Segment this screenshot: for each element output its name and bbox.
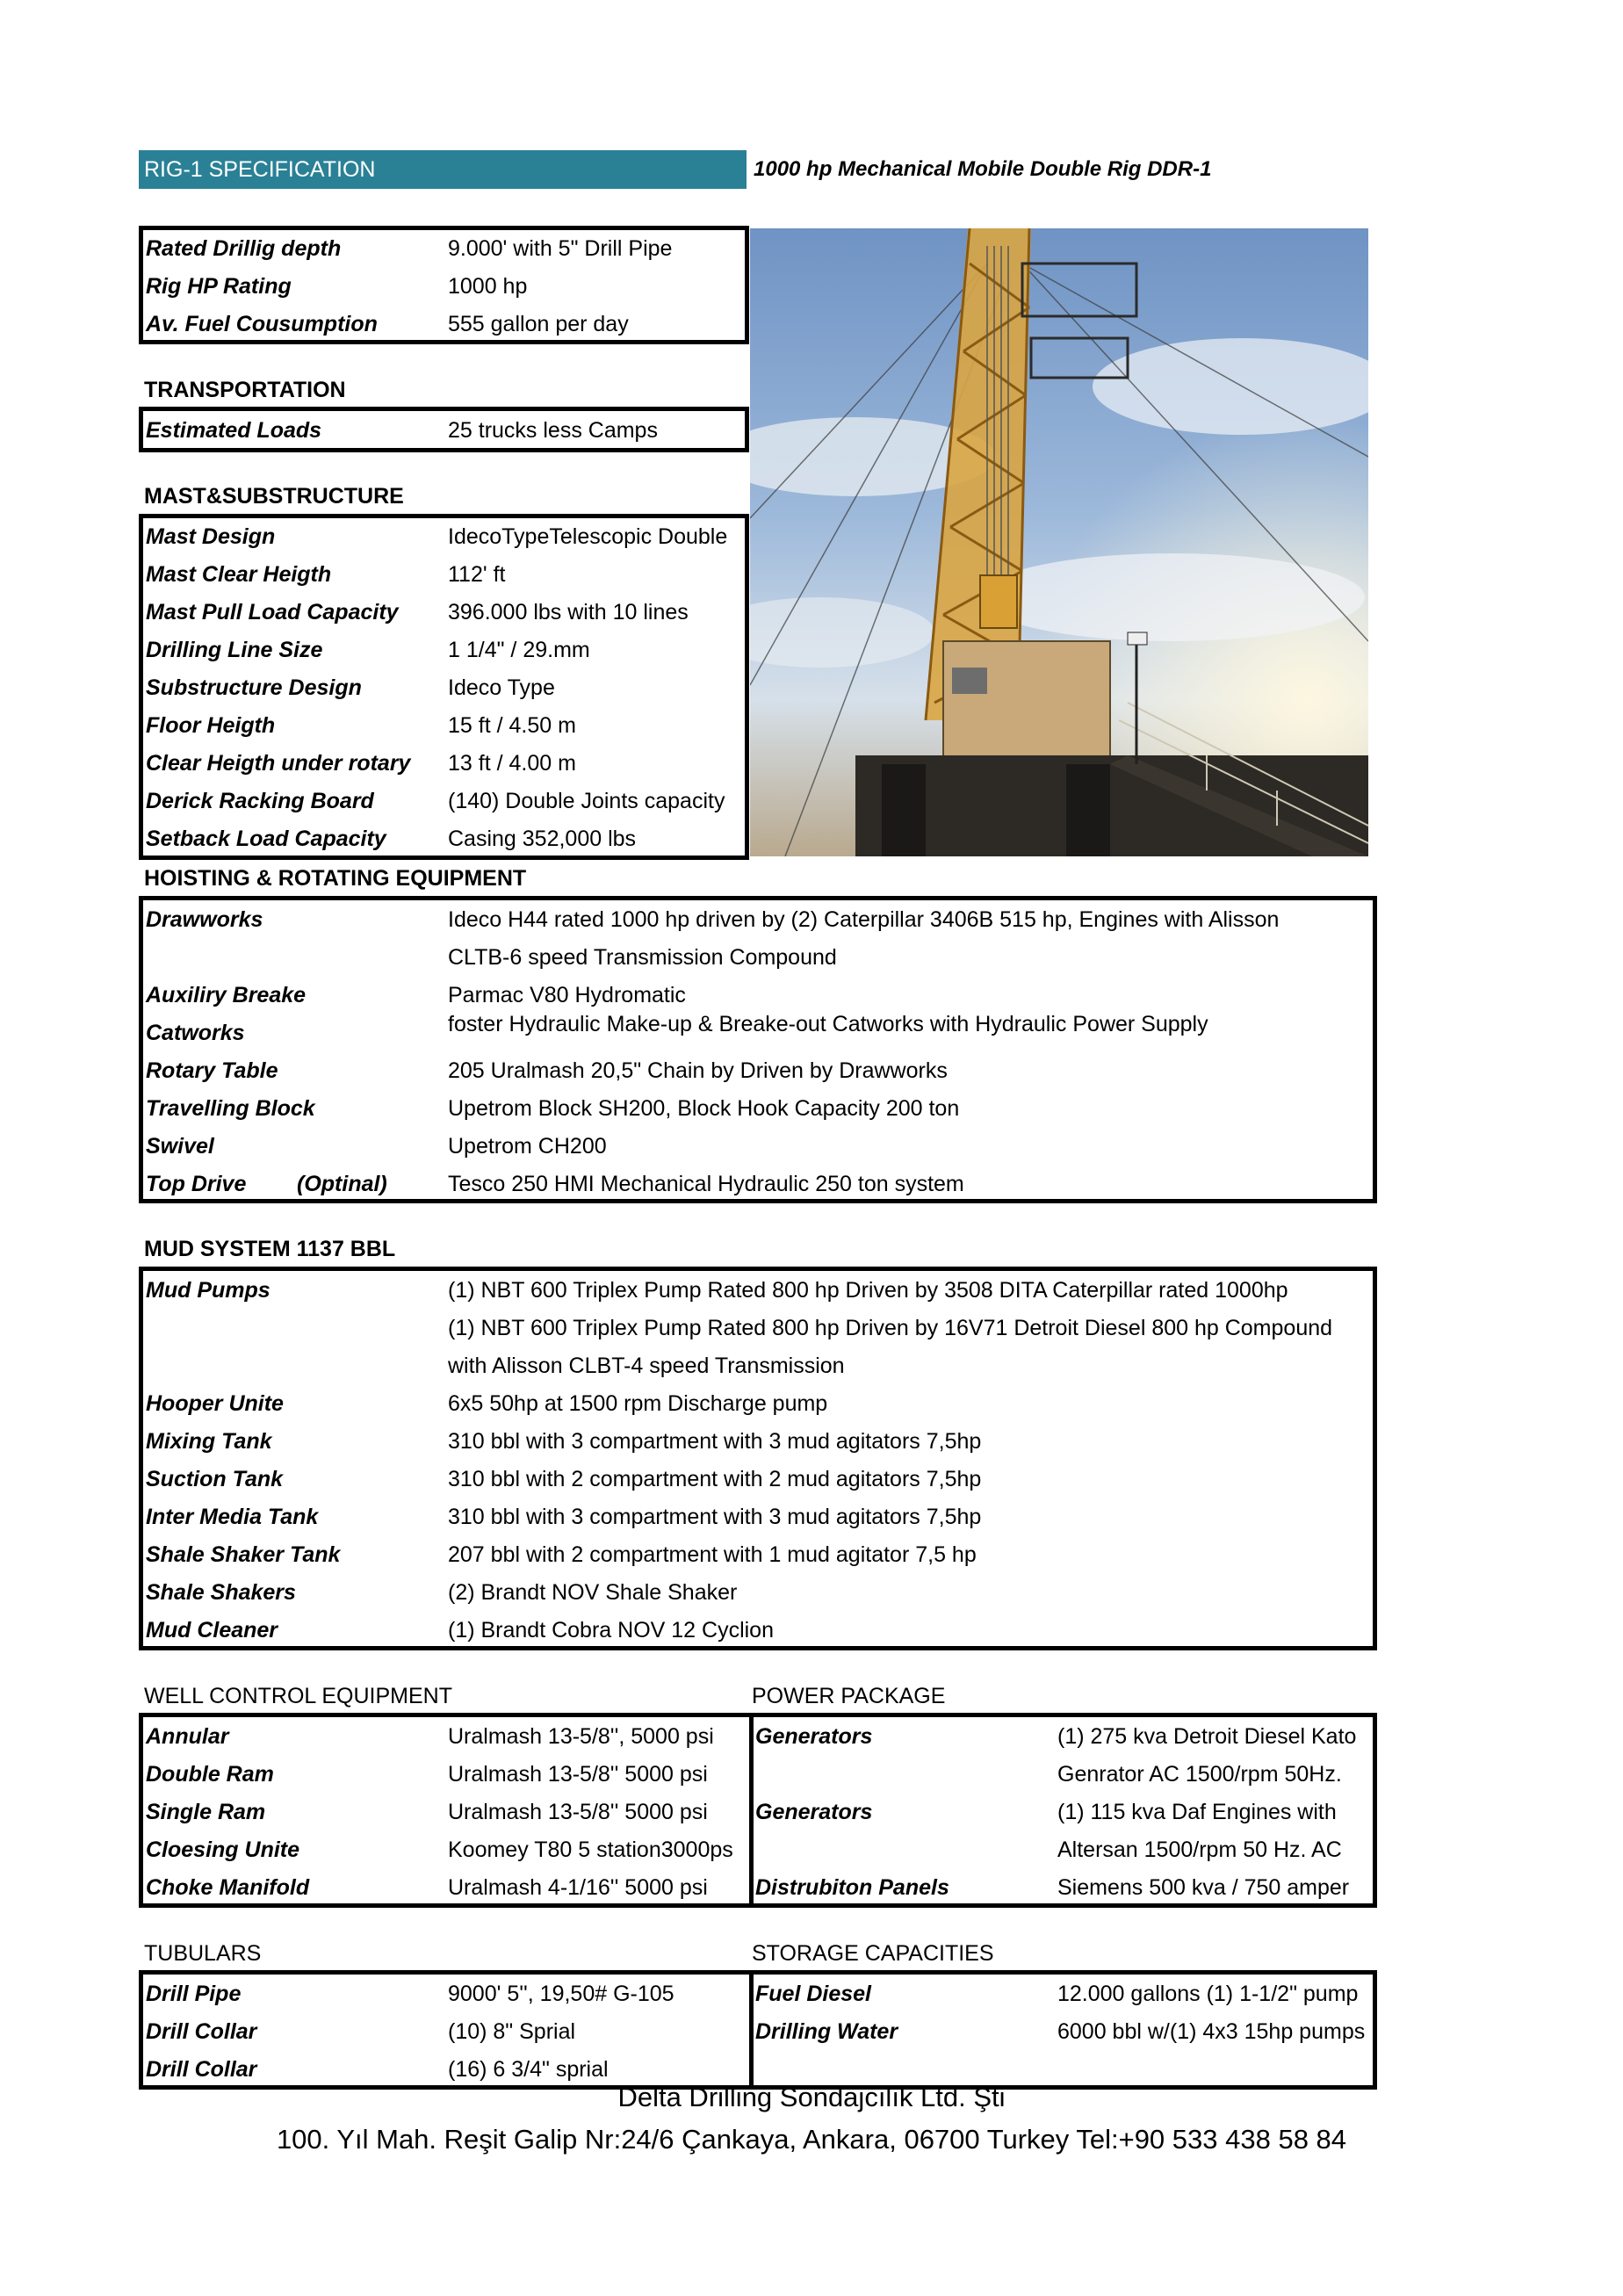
mud-value: 310 bbl with 3 compartment with 3 mud agitators 7,5hp [448, 1505, 982, 1529]
generators-value: Altersan 1500/rpm 50 Hz. AC [1057, 1838, 1342, 1862]
mast-value: 1 1/4" / 29.mm [448, 638, 590, 662]
catworks-label: Catworks [146, 1021, 245, 1045]
storage-label: Drilling Water [755, 2019, 898, 2044]
hoisting-box [139, 896, 1377, 1203]
mud-pumps-value: (1) NBT 600 Triplex Pump Rated 800 hp Driven by 16V71 Detroit Diesel 800 hp Compound [448, 1316, 1333, 1340]
rotary-table-label: Rotary Table [146, 1058, 278, 1083]
well-control-value: Koomey T80 5 station3000ps [448, 1838, 733, 1862]
mud-label: Mud Cleaner [146, 1618, 278, 1643]
mud-pumps-value: (1) NBT 600 Triplex Pump Rated 800 hp Driven by 3508 DITA Caterpillar rated 1000hp [448, 1278, 1288, 1303]
well-control-label: Choke Manifold [146, 1875, 310, 1900]
mud-value: 207 bbl with 2 compartment with 1 mud agitator 7,5 hp [448, 1542, 977, 1567]
well-control-label: Cloesing Unite [146, 1838, 300, 1862]
storage-title: STORAGE CAPACITIES [752, 1941, 994, 1966]
general-label: Rated Drillig depth [146, 236, 342, 261]
footer-company: Delta Drilling Sondajcılık Ltd. Şti [617, 2082, 1006, 2112]
rig-title: 1000 hp Mechanical Mobile Double Rig DDR-1 [754, 157, 1212, 181]
spec-header-bar [139, 150, 747, 189]
mast-label: Floor Heigth [146, 713, 276, 738]
tubulars-value: (10) 8" Sprial [448, 2019, 576, 2044]
well-control-title: WELL CONTROL EQUIPMENT [144, 1684, 452, 1708]
general-value: 555 gallon per day [448, 312, 629, 336]
rotary-table-value: 205 Uralmash 20,5" Chain by Driven by Drawworks [448, 1058, 948, 1083]
rig-photo [750, 228, 1368, 856]
well-control-value: Uralmash 4-1/16'' 5000 psi [448, 1875, 708, 1900]
mud-title: MUD SYSTEM 1137 BBL [144, 1237, 396, 1261]
spec-header-label: RIG-1 SPECIFICATION [144, 157, 376, 182]
mud-value: (1) Brandt Cobra NOV 12 Cyclion [448, 1618, 774, 1643]
footer-address: 100. Yıl Mah. Reşit Galip Nr:24/6 Çankaya, Ankara, 06700 Turkey Tel:+90 533 438 58 84 [276, 2124, 1347, 2155]
mast-label: Clear Heigth under rotary [146, 751, 411, 776]
travelling-block-label: Travelling Block [146, 1096, 315, 1121]
top-drive-value: Tesco 250 HMI Mechanical Hydraulic 250 ton system [448, 1172, 964, 1196]
mast-value: Ideco Type [448, 675, 555, 700]
mast-label: Mast Pull Load Capacity [146, 600, 399, 625]
mud-value: 310 bbl with 3 compartment with 3 mud agitators 7,5hp [448, 1429, 982, 1454]
tubulars-title: TUBULARS [144, 1941, 262, 1966]
transportation-title: TRANSPORTATION [144, 378, 346, 402]
mast-title: MAST&SUBSTRUCTURE [144, 484, 404, 509]
storage-value: 12.000 gallons (1) 1-1/2" pump [1057, 1982, 1359, 2006]
mud-label: Mixing Tank [146, 1429, 272, 1454]
tubulars-label: Drill Pipe [146, 1982, 242, 2006]
mast-value: 396.000 lbs with 10 lines [448, 600, 689, 625]
mast-value: (140) Double Joints capacity [448, 789, 725, 813]
hoisting-title: HOISTING & ROTATING EQUIPMENT [144, 866, 527, 891]
generators-value: (1) 275 kva Detroit Diesel Kato [1057, 1724, 1357, 1749]
generators-value: Genrator AC 1500/rpm 50Hz. [1057, 1762, 1342, 1787]
mast-value: Casing 352,000 lbs [448, 827, 637, 851]
mud-label: Shale Shakers [146, 1580, 296, 1605]
tubulars-storage-divider [749, 1970, 754, 2090]
swivel-label: Swivel [146, 1134, 214, 1159]
general-label: Av. Fuel Cousumption [146, 312, 378, 336]
generators-label: Generators [755, 1800, 873, 1824]
transportation-label: Estimated Loads [146, 418, 322, 443]
aux-brake-value: Parmac V80 Hydromatic [448, 983, 686, 1007]
tubulars-value: 9000' 5'', 19,50# G-105 [448, 1982, 674, 2006]
well-control-label: Double Ram [146, 1762, 274, 1787]
storage-value: 6000 bbl w/(1) 4x3 15hp pumps [1057, 2019, 1366, 2044]
mast-value: 13 ft / 4.00 m [448, 751, 576, 776]
storage-label: Fuel Diesel [755, 1982, 871, 2006]
mast-value: 112' ft [448, 562, 506, 587]
generators-value: (1) 115 kva Daf Engines with [1057, 1800, 1337, 1824]
mud-pumps-value: with Alisson CLBT-4 speed Transmission [448, 1354, 845, 1378]
rig-photo-illustration [750, 228, 1368, 856]
general-label: Rig HP Rating [146, 274, 292, 299]
well-control-value: Uralmash 13-5/8'' 5000 psi [448, 1800, 708, 1824]
mast-value: IdecoTypeTelescopic Double [448, 524, 728, 549]
mud-label: Inter Media Tank [146, 1505, 319, 1529]
mast-label: Drilling Line Size [146, 638, 323, 662]
swivel-value: Upetrom CH200 [448, 1134, 607, 1159]
well-control-value: Uralmash 13-5/8'' 5000 psi [448, 1762, 708, 1787]
well-control-label: Annular [146, 1724, 229, 1749]
mast-label: Derick Racking Board [146, 789, 374, 813]
tubulars-label: Drill Collar [146, 2057, 257, 2082]
top-drive-optional: (Optinal) [297, 1172, 387, 1196]
tubulars-value: (16) 6 3/4" sprial [448, 2057, 609, 2082]
mast-label: Setback Load Capacity [146, 827, 386, 851]
well-control-label: Single Ram [146, 1800, 266, 1824]
general-value: 1000 hp [448, 274, 528, 299]
mast-label: Mast Clear Heigth [146, 562, 332, 587]
mud-value: (2) Brandt NOV Shale Shaker [448, 1580, 738, 1605]
mast-value: 15 ft / 4.50 m [448, 713, 576, 738]
aux-brake-label: Auxiliry Breake [146, 983, 307, 1007]
drawworks-label: Drawworks [146, 907, 263, 932]
travelling-block-value: Upetrom Block SH200, Block Hook Capacity 200 ton [448, 1096, 960, 1121]
mud-label: Hooper Unite [146, 1391, 284, 1416]
mud-value: 310 bbl with 2 compartment with 2 mud agitators 7,5hp [448, 1467, 982, 1491]
mud-label: Shale Shaker Tank [146, 1542, 341, 1567]
well-power-divider [749, 1713, 754, 1908]
top-drive-label: Top Drive [146, 1172, 247, 1196]
mud-label: Suction Tank [146, 1467, 284, 1491]
well-control-value: Uralmash 13-5/8'', 5000 psi [448, 1724, 714, 1749]
tubulars-label: Drill Collar [146, 2019, 257, 2044]
catworks-value: foster Hydraulic Make-up & Breake-out Catworks with Hydraulic Power Supply [448, 1012, 1208, 1036]
power-title: POWER PACKAGE [752, 1684, 946, 1708]
generators-label: Generators [755, 1724, 873, 1749]
mast-label: Mast Design [146, 524, 276, 549]
drawworks-value: CLTB-6 speed Transmission Compound [448, 945, 837, 970]
mud-pumps-label: Mud Pumps [146, 1278, 270, 1303]
mast-label: Substructure Design [146, 675, 362, 700]
transportation-value: 25 trucks less Camps [448, 418, 658, 443]
drawworks-value: Ideco H44 rated 1000 hp driven by (2) Caterpillar 3406B 515 hp, Engines with Alisson [448, 907, 1280, 932]
general-value: 9.000' with 5" Drill Pipe [448, 236, 673, 261]
panels-label: Distrubiton Panels [755, 1875, 949, 1900]
mud-value: 6x5 50hp at 1500 rpm Discharge pump [448, 1391, 828, 1416]
panels-value: Siemens 500 kva / 750 amper [1057, 1875, 1350, 1900]
